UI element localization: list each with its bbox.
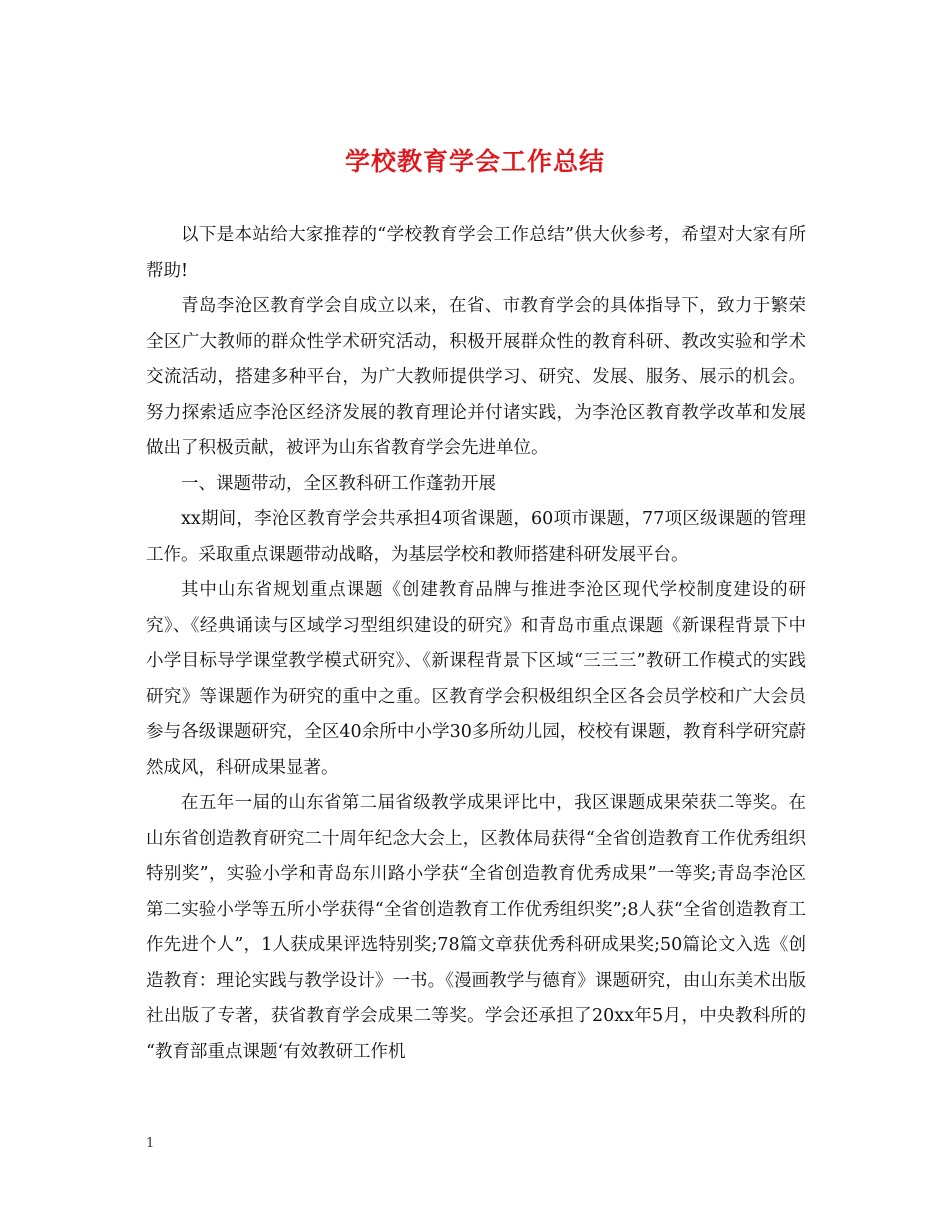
document-body <box>146 218 806 1070</box>
page-number: 1 <box>146 1136 155 1151</box>
paragraph-projects: xx期间，李沧区教育学会共承担4项省课题，60项市课题，77项区级课题的管理工作。采取重点课题带动战略，为基层学校和教师搭建科研发展平台。 <box>146 509 806 565</box>
section-heading-1: 一、课题带动，全区教科研工作蓬勃开展 <box>181 473 496 494</box>
paragraph-key-projects: 其中山东省规划重点课题《创建教育品牌与推进李沧区现代学校制度建设的研究》、《经典诵读与区域学习型组织建设的研究》和青岛市重点课题《新课程背景下中小学目标导学课堂教学模式研究》、《新课程背景下区域“三三三”教研工作模式的实践研究》等课题作为研究的重中之重。区教育学会积极组织全区各会员学校和广大会员参与各级课题研究，全区40余所中小学30多所幼儿园，校校有课题，教育科学研究蔚然成风，科研成果显著。 <box>146 580 806 778</box>
document-title: 学校教育学会工作总结 <box>344 147 605 176</box>
paragraph-awards: 在五年一届的山东省第二届省级教学成果评比中，我区课题成果荣获二等奖。在山东省创造教育研究二十周年纪念大会上，区教体局获得“全省创造教育工作优秀组织特别奖”，实验小学和青岛东川路小学获“全省创造教育优秀成果”一等奖;青岛李沧区第二实验小学等五所小学获得“全省创造教育工作优秀组织奖”;8人获“全省创造教育工作先进个人”，1人获成果评选特别奖;78篇文章获优秀科研成果奖;50篇论文入选《创造教育：理论实践与教学设计》一书。《漫画教学与德育》课题研究，由山东美术出版社出版了专著，获省教育学会成果二等奖。学会还承担了20xx年5月，中央教科所的 “教育部重点课题‘有效教研工作机 <box>146 793 806 1062</box>
paragraph-overview: 青岛李沧区教育学会自成立以来，在省、市教育学会的具体指导下，致力于繁荣全区广大教师的群众性学术研究活动，积极开展群众性的教育科研、教改实验和学术交流活动，搭建多种平台，为广大教师提供学习、研究、发展、服务、展示的机会。努力探索适应李沧区经济发展的教育理论并付诸实践，为李沧区教育教学改革和发展做出了积极贡献，被评为山东省教育学会先进单位。 <box>146 296 806 458</box>
paragraph-intro: 以下是本站给大家推荐的“学校教育学会工作总结”供大伙参考，希望对大家有所帮助! <box>146 225 806 281</box>
